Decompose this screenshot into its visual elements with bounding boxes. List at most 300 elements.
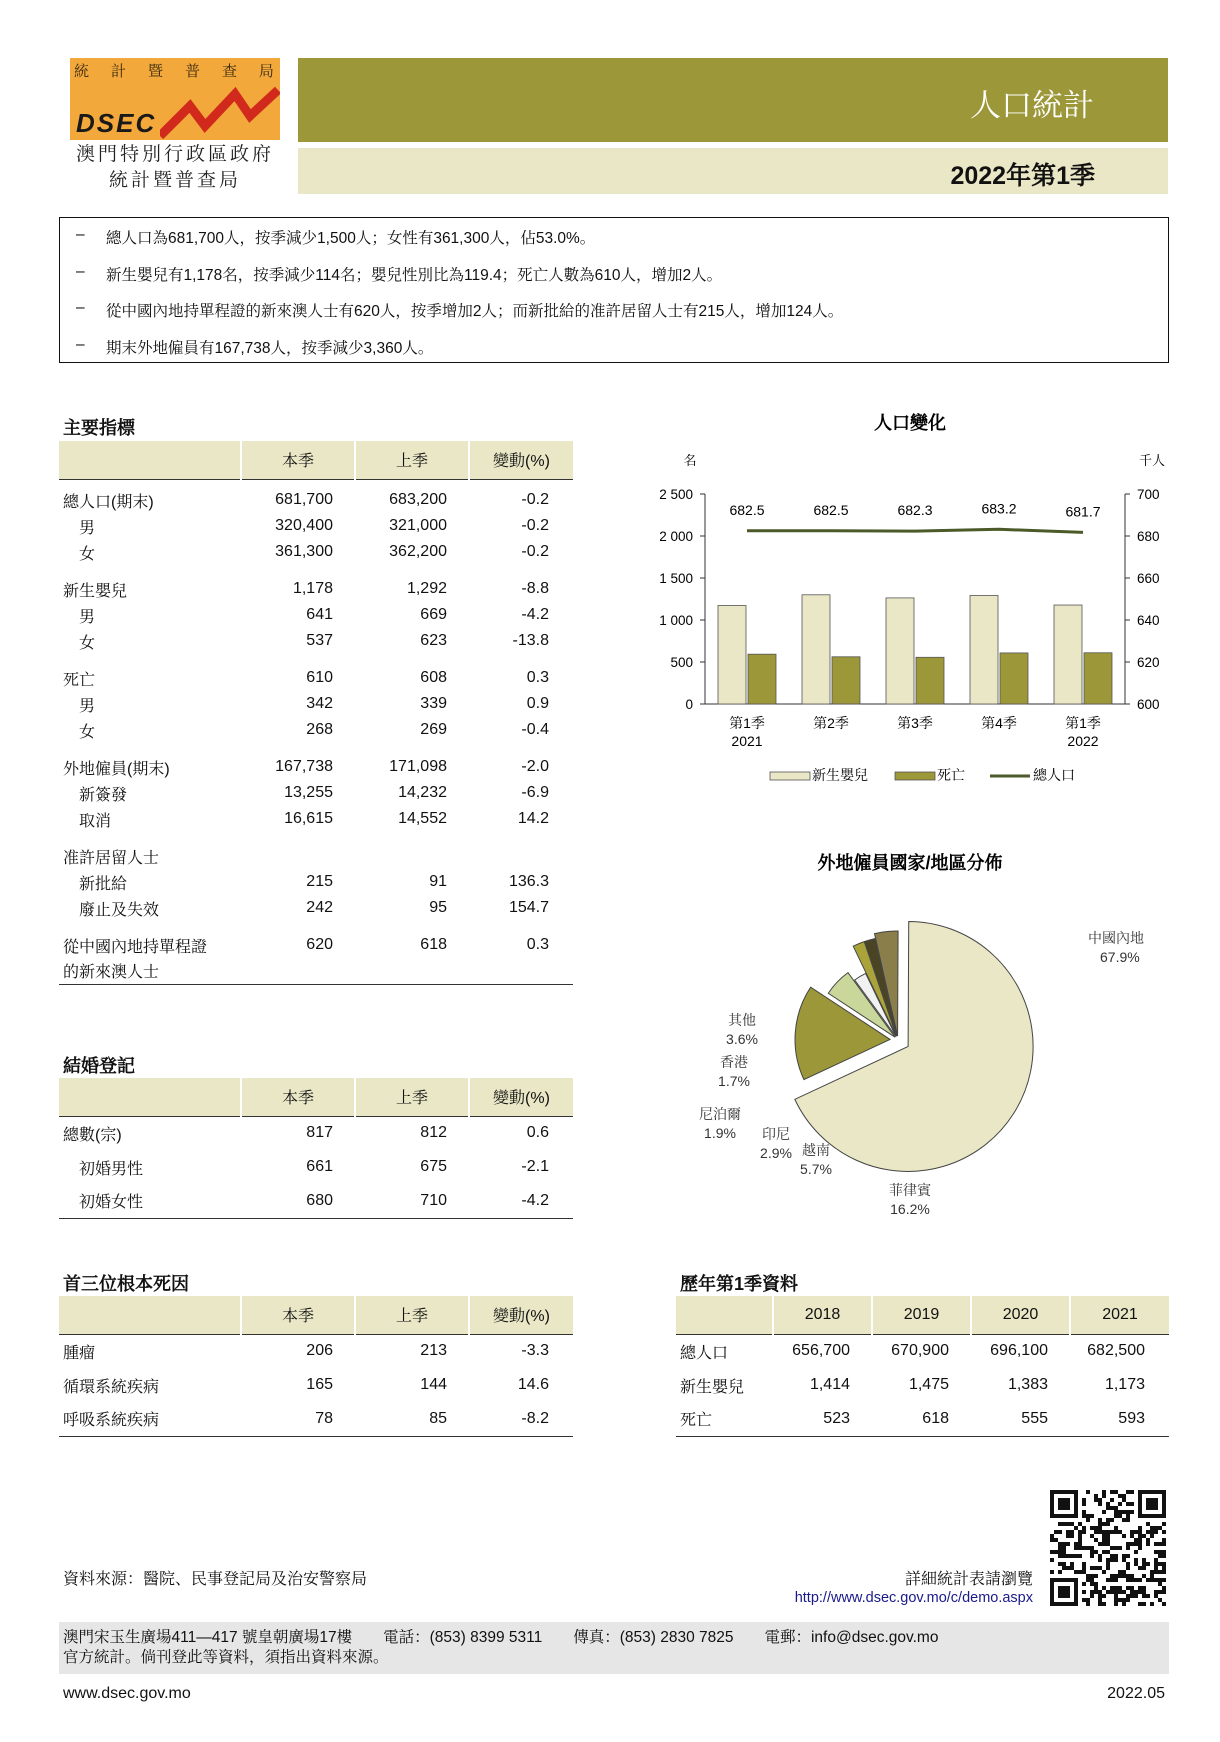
qr-module bbox=[1090, 1590, 1094, 1594]
qr-module bbox=[1106, 1534, 1110, 1538]
qr-module bbox=[1078, 1538, 1082, 1542]
qr-module bbox=[1050, 1558, 1054, 1562]
table-cell: 初婚女性 bbox=[59, 1184, 241, 1218]
table-cell: 新生嬰兒 bbox=[63, 582, 128, 600]
qr-module bbox=[1114, 1530, 1118, 1534]
table-row bbox=[676, 1402, 1169, 1436]
qr-module bbox=[1146, 1542, 1150, 1546]
qr-module bbox=[1050, 1538, 1054, 1542]
history-title: 歷年第1季資料 bbox=[680, 1274, 799, 1294]
qr-module bbox=[1118, 1570, 1122, 1574]
website[interactable]: www.dsec.gov.mo bbox=[63, 1685, 191, 1702]
detail-label: 詳細統計表請瀏覽 bbox=[904, 1571, 1033, 1588]
table-row bbox=[59, 932, 573, 958]
qr-module bbox=[1114, 1546, 1118, 1550]
table-cell: 85 bbox=[355, 1402, 469, 1436]
qr-module bbox=[1078, 1530, 1082, 1534]
qr-module bbox=[1126, 1502, 1130, 1506]
bar-births bbox=[970, 595, 998, 704]
qr-code-icon[interactable] bbox=[1050, 1490, 1166, 1606]
spacer-row bbox=[59, 743, 573, 754]
qr-module bbox=[1114, 1510, 1118, 1514]
qr-module bbox=[1122, 1534, 1126, 1538]
qr-module bbox=[1074, 1526, 1078, 1530]
qr-module bbox=[1162, 1566, 1166, 1570]
qr-module bbox=[1122, 1558, 1126, 1562]
pie-slice-name: 菲律賓 bbox=[889, 1182, 931, 1198]
qr-module bbox=[1162, 1554, 1166, 1558]
qr-module bbox=[1094, 1530, 1098, 1534]
qr-module bbox=[1090, 1578, 1094, 1582]
qr-module bbox=[1150, 1530, 1154, 1534]
qr-module bbox=[1106, 1502, 1110, 1506]
qr-module bbox=[1142, 1602, 1146, 1606]
qr-module bbox=[1114, 1578, 1118, 1582]
qr-module bbox=[1138, 1578, 1142, 1582]
qr-module bbox=[1094, 1498, 1098, 1502]
qr-module bbox=[1134, 1594, 1138, 1598]
qr-module bbox=[1162, 1602, 1166, 1606]
pie-slice-name: 中國內地 bbox=[1088, 930, 1144, 946]
qr-module bbox=[1094, 1582, 1098, 1586]
qr-module bbox=[1102, 1510, 1106, 1514]
qr-module bbox=[1126, 1518, 1130, 1522]
table-row bbox=[59, 895, 573, 921]
table-row bbox=[676, 1368, 1169, 1402]
y-tick-label: 1 500 bbox=[659, 571, 693, 586]
qr-module bbox=[1110, 1506, 1114, 1510]
table-row bbox=[59, 806, 573, 832]
table-cell: 669 bbox=[420, 606, 447, 623]
qr-module bbox=[1090, 1550, 1094, 1554]
qr-module bbox=[1106, 1558, 1110, 1562]
logo-char: 普 bbox=[184, 63, 200, 80]
qr-module bbox=[1098, 1602, 1102, 1606]
qr-module bbox=[1154, 1542, 1158, 1546]
table-cell: 812 bbox=[420, 1124, 447, 1142]
qr-module bbox=[1154, 1594, 1158, 1598]
qr-module bbox=[1098, 1530, 1102, 1534]
table-cell: 1,383 bbox=[1007, 1376, 1048, 1393]
logo-text: DSEC bbox=[76, 108, 157, 138]
table-header-row bbox=[59, 1296, 573, 1334]
qr-module bbox=[1106, 1562, 1110, 1566]
qr-module bbox=[1130, 1542, 1134, 1546]
qr-module bbox=[1090, 1582, 1094, 1586]
qr-module bbox=[1154, 1562, 1158, 1566]
y-tick-label: 0 bbox=[685, 697, 693, 712]
qr-module bbox=[1150, 1574, 1154, 1578]
summary-dash: – bbox=[76, 299, 85, 316]
qr-module bbox=[1082, 1526, 1086, 1530]
qr-module bbox=[1110, 1586, 1114, 1590]
qr-module bbox=[1098, 1526, 1102, 1530]
table-header-cell: 上季 bbox=[355, 1296, 469, 1334]
table-cell bbox=[355, 958, 469, 984]
qr-module bbox=[1114, 1590, 1118, 1594]
qr-module bbox=[1102, 1490, 1106, 1494]
qr-module bbox=[1158, 1554, 1162, 1558]
y2-axis-label: 千人 bbox=[1138, 453, 1166, 468]
pie-slice-value: 2.9% bbox=[760, 1145, 792, 1161]
table-cell bbox=[355, 843, 469, 869]
table-cell: 641 bbox=[306, 606, 333, 623]
qr-module bbox=[1074, 1546, 1078, 1550]
qr-module bbox=[1110, 1590, 1114, 1594]
qr-module bbox=[1066, 1542, 1070, 1546]
qr-module bbox=[1110, 1490, 1114, 1494]
table-cell: 0.9 bbox=[526, 695, 549, 712]
qr-module bbox=[1086, 1514, 1090, 1518]
qr-module bbox=[1130, 1530, 1134, 1534]
table-cell: -3.3 bbox=[521, 1342, 549, 1360]
qr-module bbox=[1110, 1558, 1114, 1562]
qr-module bbox=[1118, 1510, 1122, 1514]
qr-module bbox=[1106, 1542, 1110, 1546]
qr-module bbox=[1070, 1566, 1074, 1570]
qr-module bbox=[1070, 1562, 1074, 1566]
table-header-row bbox=[676, 1296, 1169, 1334]
qr-module bbox=[1126, 1546, 1130, 1550]
bar-births bbox=[802, 595, 830, 704]
qr-module bbox=[1058, 1542, 1062, 1546]
chart-title: 外地僱員國家/地區分佈 bbox=[817, 853, 1003, 873]
table-cell: 661 bbox=[306, 1158, 333, 1175]
x-tick-label-year: 2022 bbox=[1067, 733, 1099, 749]
qr-module bbox=[1098, 1566, 1102, 1570]
qr-module bbox=[1158, 1562, 1162, 1566]
table-cell: -2.0 bbox=[521, 758, 549, 775]
qr-module bbox=[1090, 1514, 1094, 1518]
table-cell: 681,700 bbox=[275, 491, 333, 508]
summary-text: 總人口為681,700人，按季減少1,500人；女性有361,300人，佔53.0%。 bbox=[106, 230, 596, 247]
qr-module bbox=[1130, 1534, 1134, 1538]
qr-module bbox=[1126, 1594, 1130, 1598]
qr-module bbox=[1094, 1590, 1098, 1594]
qr-module bbox=[1082, 1546, 1086, 1550]
qr-module bbox=[1094, 1526, 1098, 1530]
qr-module bbox=[1122, 1554, 1126, 1558]
qr-module bbox=[1162, 1542, 1166, 1546]
table-header-cell: 本季 bbox=[241, 441, 355, 479]
table-cell: 從中國內地持單程證 bbox=[63, 938, 208, 956]
x-tick-label: 第1季 bbox=[729, 715, 765, 731]
table-row bbox=[59, 602, 573, 628]
table-cell: 710 bbox=[355, 1184, 469, 1218]
table-cell: -8.2 bbox=[469, 1402, 573, 1436]
qr-module bbox=[1102, 1570, 1106, 1574]
table-cell: 213 bbox=[420, 1342, 447, 1360]
table-cell bbox=[469, 958, 573, 984]
qr-module bbox=[1098, 1554, 1102, 1558]
y2-tick-label: 640 bbox=[1137, 613, 1160, 628]
qr-module bbox=[1118, 1502, 1122, 1506]
qr-module bbox=[1122, 1590, 1126, 1594]
qr-module bbox=[1098, 1498, 1102, 1502]
qr-module bbox=[1126, 1586, 1130, 1590]
qr-module bbox=[1066, 1566, 1070, 1570]
y2-tick-label: 680 bbox=[1137, 529, 1160, 544]
table-cell: 男 bbox=[63, 519, 96, 537]
table-cell: -6.9 bbox=[521, 784, 549, 801]
qr-module bbox=[1062, 1542, 1066, 1546]
qr-module bbox=[1114, 1526, 1118, 1530]
table-cell: 78 bbox=[241, 1402, 355, 1436]
table-cell: 321,000 bbox=[389, 517, 447, 534]
table-header-cell: 2018 bbox=[773, 1296, 872, 1334]
marriage-title: 結婚登記 bbox=[63, 1056, 135, 1076]
qr-finder bbox=[1058, 1586, 1070, 1598]
qr-module bbox=[1138, 1602, 1142, 1606]
org-line-1: 澳門特別行政區政府 bbox=[75, 144, 274, 165]
qr-module bbox=[1130, 1590, 1134, 1594]
y2-tick-label: 700 bbox=[1137, 487, 1160, 502]
table-cell: 的新來澳人士 bbox=[59, 958, 241, 984]
table-cell: 670,900 bbox=[891, 1342, 949, 1360]
table-cell: 14.2 bbox=[517, 810, 549, 827]
qr-module bbox=[1122, 1602, 1126, 1606]
table-cell: 14,552 bbox=[398, 810, 447, 827]
table-cell: 618 bbox=[420, 936, 447, 953]
table-cell: 死亡 bbox=[63, 671, 96, 689]
table-header-row bbox=[59, 1078, 573, 1116]
qr-module bbox=[1158, 1550, 1162, 1554]
qr-module bbox=[1090, 1594, 1094, 1598]
qr-module bbox=[1138, 1538, 1142, 1542]
spacer-row bbox=[59, 479, 573, 487]
qr-module bbox=[1094, 1550, 1098, 1554]
line-data-label: 682.5 bbox=[729, 501, 765, 518]
qr-module bbox=[1070, 1554, 1074, 1558]
table-cell: 537 bbox=[306, 632, 333, 649]
qr-module bbox=[1138, 1530, 1142, 1534]
table-row bbox=[59, 717, 573, 743]
table-cell: 171,098 bbox=[389, 758, 447, 775]
y-tick-label: 1 000 bbox=[659, 613, 693, 628]
qr-module bbox=[1118, 1530, 1122, 1534]
qr-module bbox=[1114, 1554, 1118, 1558]
summary-text: 從中國內地持單程證的新來澳人士有620人，按季增加2人；而新批給的准許居留人士有215人，增加124人。 bbox=[106, 303, 844, 320]
qr-module bbox=[1098, 1598, 1102, 1602]
qr-module bbox=[1158, 1590, 1162, 1594]
table-cell: 女 bbox=[63, 545, 96, 563]
qr-module bbox=[1098, 1502, 1102, 1506]
table-row bbox=[59, 539, 573, 565]
table-row bbox=[59, 628, 573, 654]
qr-module bbox=[1142, 1594, 1146, 1598]
qr-module bbox=[1118, 1590, 1122, 1594]
qr-module bbox=[1058, 1570, 1062, 1574]
table-row bbox=[59, 958, 573, 984]
table-cell: 男 bbox=[63, 608, 96, 626]
qr-module bbox=[1142, 1558, 1146, 1562]
table-cell: 167,738 bbox=[275, 758, 333, 775]
table-cell: 91 bbox=[429, 873, 447, 890]
table-header-cell bbox=[59, 441, 241, 479]
qr-module bbox=[1086, 1518, 1090, 1522]
bar-births bbox=[1054, 605, 1082, 704]
detail-link[interactable]: http://www.dsec.gov.mo/c/demo.aspx bbox=[794, 1590, 1033, 1606]
qr-module bbox=[1142, 1566, 1146, 1570]
table-cell: -8.8 bbox=[521, 580, 549, 597]
qr-module bbox=[1154, 1526, 1158, 1530]
qr-module bbox=[1162, 1590, 1166, 1594]
qr-module bbox=[1138, 1534, 1142, 1538]
table-cell: 廢止及失效 bbox=[63, 901, 160, 919]
pie-slice-value: 67.9% bbox=[1100, 949, 1140, 965]
qr-module bbox=[1114, 1514, 1118, 1518]
qr-module bbox=[1154, 1578, 1158, 1582]
qr-module bbox=[1130, 1490, 1134, 1494]
qr-module bbox=[1126, 1542, 1130, 1546]
y2-tick-label: 620 bbox=[1137, 655, 1160, 670]
qr-module bbox=[1098, 1522, 1102, 1526]
qr-module bbox=[1082, 1598, 1086, 1602]
x-tick-label: 第1季 bbox=[1065, 715, 1101, 731]
pie-slice-value: 16.2% bbox=[890, 1201, 930, 1217]
pie-slice-value: 1.7% bbox=[718, 1073, 750, 1089]
qr-module bbox=[1134, 1542, 1138, 1546]
qr-module bbox=[1126, 1566, 1130, 1570]
period-label: 2022年第1季 bbox=[298, 148, 1168, 194]
table-cell: 呼吸系統疾病 bbox=[59, 1402, 241, 1436]
table-cell: 683,200 bbox=[389, 491, 447, 508]
qr-module bbox=[1122, 1570, 1126, 1574]
qr-module bbox=[1102, 1494, 1106, 1498]
population-change-chart bbox=[640, 405, 1180, 805]
qr-module bbox=[1150, 1526, 1154, 1530]
qr-module bbox=[1054, 1538, 1058, 1542]
qr-module bbox=[1122, 1574, 1126, 1578]
qr-module bbox=[1102, 1586, 1106, 1590]
line-total-population bbox=[747, 529, 1083, 532]
qr-module bbox=[1162, 1586, 1166, 1590]
qr-module bbox=[1134, 1578, 1138, 1582]
qr-module bbox=[1142, 1590, 1146, 1594]
qr-module bbox=[1110, 1554, 1114, 1558]
qr-module bbox=[1058, 1562, 1062, 1566]
summary-text: 新生嬰兒有1,178名，按季減少114名；嬰兒性別比為119.4；死亡人數為610人，增加2人。 bbox=[106, 266, 723, 284]
qr-module bbox=[1110, 1546, 1114, 1550]
x-tick-label: 第2季 bbox=[813, 715, 849, 731]
qr-module bbox=[1158, 1598, 1162, 1602]
qr-module bbox=[1082, 1566, 1086, 1570]
summary-item bbox=[76, 226, 1168, 263]
qr-module bbox=[1126, 1598, 1130, 1602]
qr-module bbox=[1058, 1530, 1062, 1534]
table-cell: 165 bbox=[306, 1376, 333, 1393]
qr-module bbox=[1074, 1554, 1078, 1558]
qr-module bbox=[1098, 1590, 1102, 1594]
table-cell: 620 bbox=[306, 936, 333, 953]
spacer-row bbox=[59, 654, 573, 665]
table-row bbox=[59, 754, 573, 780]
qr-module bbox=[1114, 1594, 1118, 1598]
qr-module bbox=[1150, 1570, 1154, 1574]
table-cell: 320,400 bbox=[275, 517, 333, 534]
y-tick-label: 2 500 bbox=[659, 487, 693, 502]
qr-module bbox=[1070, 1530, 1074, 1534]
qr-module bbox=[1062, 1562, 1066, 1566]
qr-module bbox=[1082, 1562, 1086, 1566]
qr-module bbox=[1102, 1530, 1106, 1534]
table-cell: 154.7 bbox=[508, 899, 549, 916]
table-cell: 腫瘤 bbox=[63, 1344, 96, 1362]
table-cell: -4.2 bbox=[521, 606, 549, 623]
table-header-cell: 2020 bbox=[971, 1296, 1070, 1334]
qr-module bbox=[1130, 1574, 1134, 1578]
qr-module bbox=[1106, 1518, 1110, 1522]
qr-module bbox=[1086, 1598, 1090, 1602]
y2-tick-label: 660 bbox=[1137, 571, 1160, 586]
qr-module bbox=[1094, 1586, 1098, 1590]
qr-module bbox=[1134, 1550, 1138, 1554]
qr-module bbox=[1082, 1502, 1086, 1506]
qr-module bbox=[1138, 1590, 1142, 1594]
footer-notice: 官方統計。倘刊登此等資料，須指出資料來源。 bbox=[63, 1649, 389, 1666]
qr-module bbox=[1122, 1510, 1126, 1514]
table-cell: 新生嬰兒 bbox=[680, 1378, 745, 1396]
table-cell: 0.3 bbox=[526, 669, 549, 686]
dsec-logo bbox=[70, 58, 280, 140]
table-header-row bbox=[59, 441, 573, 479]
qr-module bbox=[1106, 1506, 1110, 1510]
qr-module bbox=[1094, 1494, 1098, 1498]
table-cell: -0.4 bbox=[521, 721, 549, 738]
line-data-label: 681.7 bbox=[1065, 503, 1101, 520]
qr-module bbox=[1122, 1598, 1126, 1602]
worker-distribution-pie-chart bbox=[640, 845, 1180, 1225]
table-header-cell: 本季 bbox=[241, 1296, 355, 1334]
qr-module bbox=[1138, 1566, 1142, 1570]
logo-zigzag-icon bbox=[160, 86, 280, 140]
qr-module bbox=[1090, 1546, 1094, 1550]
pie-slice-value: 3.6% bbox=[726, 1031, 758, 1047]
death-causes-table bbox=[59, 1296, 573, 1437]
qr-module bbox=[1082, 1582, 1086, 1586]
table-cell: 1,475 bbox=[908, 1376, 949, 1393]
qr-module bbox=[1126, 1562, 1130, 1566]
qr-module bbox=[1078, 1542, 1082, 1546]
qr-module bbox=[1154, 1558, 1158, 1562]
qr-module bbox=[1118, 1494, 1122, 1498]
table-cell: 608 bbox=[420, 669, 447, 686]
qr-module bbox=[1146, 1522, 1150, 1526]
table-cell: 外地僱員(期末) bbox=[63, 760, 170, 778]
qr-module bbox=[1158, 1578, 1162, 1582]
qr-module bbox=[1094, 1538, 1098, 1542]
table-cell: 新批給 bbox=[63, 875, 128, 893]
qr-module bbox=[1130, 1510, 1134, 1514]
pie-slice-value: 5.7% bbox=[800, 1161, 832, 1177]
qr-module bbox=[1102, 1594, 1106, 1598]
marriage-table bbox=[59, 1078, 573, 1219]
qr-module bbox=[1154, 1566, 1158, 1570]
legend-label: 總人口 bbox=[1033, 767, 1075, 783]
qr-module bbox=[1162, 1538, 1166, 1542]
line-data-label: 682.3 bbox=[897, 502, 933, 519]
table-cell: 13,255 bbox=[284, 784, 333, 801]
qr-module bbox=[1090, 1534, 1094, 1538]
table-row bbox=[59, 487, 573, 513]
pie-slice-name: 其他 bbox=[728, 1012, 756, 1028]
pie-slice-name: 尼泊爾 bbox=[699, 1106, 741, 1122]
table-cell: 1,414 bbox=[809, 1376, 850, 1393]
qr-module bbox=[1118, 1546, 1122, 1550]
table-cell: 1,292 bbox=[406, 580, 447, 597]
logo-char: 局 bbox=[258, 63, 274, 80]
qr-module bbox=[1142, 1534, 1146, 1538]
